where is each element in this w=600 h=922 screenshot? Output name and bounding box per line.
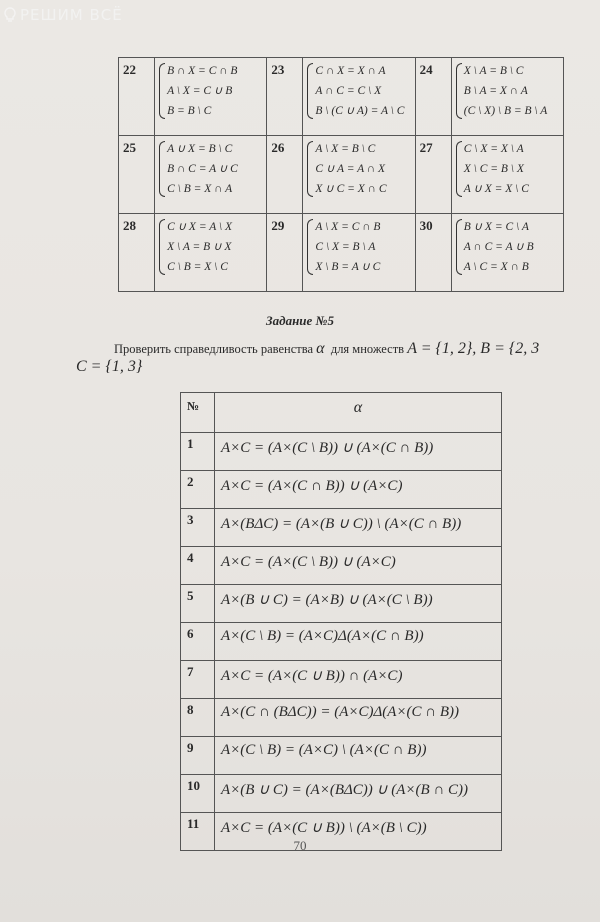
equation-system — [456, 217, 563, 277]
equation-line: A ∪ X = X \ C — [463, 183, 529, 195]
alpha-table-row — [181, 471, 502, 509]
row-formula: A×C = (A×(C ∩ B)) ∪ (A×C) — [215, 471, 502, 509]
equation-line: X \ A = B \ C — [463, 65, 524, 77]
row-number: 4 — [181, 547, 215, 585]
page-number: 70 — [293, 838, 307, 853]
equation-line: C ∩ X = X ∩ A — [315, 65, 386, 77]
equation-line: B \ (C ∪ A) = A \ C — [315, 105, 405, 117]
system-cell — [451, 214, 563, 292]
equation-line: B ∩ X = C ∩ B — [167, 65, 238, 77]
systems-row — [119, 214, 564, 292]
equation-line: A \ X = B \ C — [315, 143, 376, 155]
system-number: 26 — [267, 136, 303, 214]
equation-line: B ∪ X = C \ A — [463, 221, 529, 233]
equation-system — [456, 139, 563, 199]
system-number: 27 — [415, 136, 451, 214]
row-formula: A×C = (A×(C \ B)) ∪ (A×C) — [215, 547, 502, 585]
row-number: 10 — [181, 775, 215, 813]
system-cell — [303, 214, 415, 292]
system-number: 28 — [119, 214, 155, 292]
equation-line: B \ A = X ∩ A — [463, 85, 528, 97]
equation-system — [159, 217, 266, 277]
equation-system — [307, 217, 414, 277]
alpha-table-row — [181, 775, 502, 813]
equation-line: C \ X = B \ A — [315, 241, 376, 253]
lightbulb-icon — [4, 7, 16, 23]
equation-line: (C \ X) \ B = B \ A — [463, 105, 548, 117]
equation-line: A ∩ C = C \ X — [315, 85, 382, 97]
row-number: 5 — [181, 585, 215, 623]
row-number: 7 — [181, 661, 215, 699]
equation-line: A ∩ C = A ∪ B — [463, 241, 534, 253]
sets-line-1: A = {1, 2}, B = {2, 3 — [407, 340, 540, 357]
system-number: 22 — [119, 58, 155, 136]
system-number: 24 — [415, 58, 451, 136]
equation-line: A \ X = C ∪ B — [167, 85, 233, 97]
systems-row — [119, 136, 564, 214]
header-alpha: α — [215, 393, 502, 433]
equation-line: X \ A = B ∪ X — [167, 241, 232, 253]
row-number: 2 — [181, 471, 215, 509]
row-formula: A×(B ∪ C) = (A×B) ∪ (A×(C \ B)) — [215, 585, 502, 623]
equation-line: C ∪ X = A \ X — [167, 221, 233, 233]
row-number: 6 — [181, 623, 215, 661]
equation-system — [307, 61, 414, 121]
equation-line: X \ B = A ∪ C — [315, 261, 381, 273]
row-formula: A×(BΔC) = (A×(B ∪ C)) \ (A×(C ∩ B)) — [215, 509, 502, 547]
equation-line: B ∩ C = A ∪ C — [167, 163, 238, 175]
equation-system — [456, 61, 563, 121]
alpha-table-row — [181, 661, 502, 699]
equation-line: X ∪ C = X ∩ C — [315, 183, 387, 195]
row-formula: A×C = (A×(C ∪ B)) ∩ (A×C) — [215, 661, 502, 699]
watermark — [4, 6, 123, 24]
alpha-table-header — [181, 393, 502, 433]
system-cell — [155, 58, 267, 136]
header-num: № — [181, 393, 215, 433]
system-number: 23 — [267, 58, 303, 136]
sets-line-2: C = {1, 3} — [76, 358, 143, 375]
task-title: Задание №5 — [266, 313, 334, 328]
equation-line: C ∪ A = A ∩ X — [315, 163, 386, 175]
alpha-table-row — [181, 509, 502, 547]
equation-line: A \ X = C ∩ B — [315, 221, 381, 233]
alpha-table-row — [181, 623, 502, 661]
alpha-symbol: α — [316, 340, 325, 357]
equation-line: B = B \ C — [167, 105, 212, 117]
equation-line: A ∪ X = B \ C — [167, 143, 233, 155]
equation-system — [159, 61, 266, 121]
alpha-table — [180, 392, 502, 851]
task-text-mid: для множеств — [330, 342, 405, 356]
system-number: 29 — [267, 214, 303, 292]
task-text-prefix: Проверить справедливость равенства — [114, 342, 314, 356]
alpha-table-row — [181, 585, 502, 623]
alpha-table-row — [181, 699, 502, 737]
row-formula: A×C = (A×(C \ B)) ∪ (A×(C ∩ B)) — [215, 433, 502, 471]
system-cell — [451, 136, 563, 214]
row-number: 8 — [181, 699, 215, 737]
system-cell — [155, 136, 267, 214]
alpha-table-row — [181, 433, 502, 471]
equation-line: X \ C = B \ X — [463, 163, 524, 175]
system-cell — [155, 214, 267, 292]
system-number: 30 — [415, 214, 451, 292]
row-formula: A×(B ∪ C) = (A×(BΔC)) ∪ (A×(B ∩ C)) — [215, 775, 502, 813]
row-formula: A×C = (A×(C ∪ B)) \ (A×(B \ C)) — [215, 813, 502, 851]
system-cell — [303, 136, 415, 214]
alpha-table-row — [181, 547, 502, 585]
equation-system — [159, 139, 266, 199]
equation-line: C \ B = X ∩ A — [167, 183, 233, 195]
watermark-text: РЕШИМ ВСЁ — [20, 6, 123, 24]
equation-system — [307, 139, 414, 199]
row-number: 11 — [181, 813, 215, 851]
task-statement — [114, 340, 539, 358]
row-number: 3 — [181, 509, 215, 547]
row-number: 9 — [181, 737, 215, 775]
equation-line: C \ X = X \ A — [463, 143, 524, 155]
systems-row — [119, 58, 564, 136]
system-cell — [303, 58, 415, 136]
row-formula: A×(C ∩ (BΔC)) = (A×C)Δ(A×(C ∩ B)) — [215, 699, 502, 737]
systems-table — [118, 57, 564, 292]
row-formula: A×(C \ B) = (A×C) \ (A×(C ∩ B)) — [215, 737, 502, 775]
equation-line: A \ C = X ∩ B — [463, 261, 529, 273]
row-formula: A×(C \ B) = (A×C)Δ(A×(C ∩ B)) — [215, 623, 502, 661]
system-number: 25 — [119, 136, 155, 214]
system-cell — [451, 58, 563, 136]
row-number: 1 — [181, 433, 215, 471]
alpha-table-row — [181, 737, 502, 775]
equation-line: C \ B = X \ C — [167, 261, 228, 273]
